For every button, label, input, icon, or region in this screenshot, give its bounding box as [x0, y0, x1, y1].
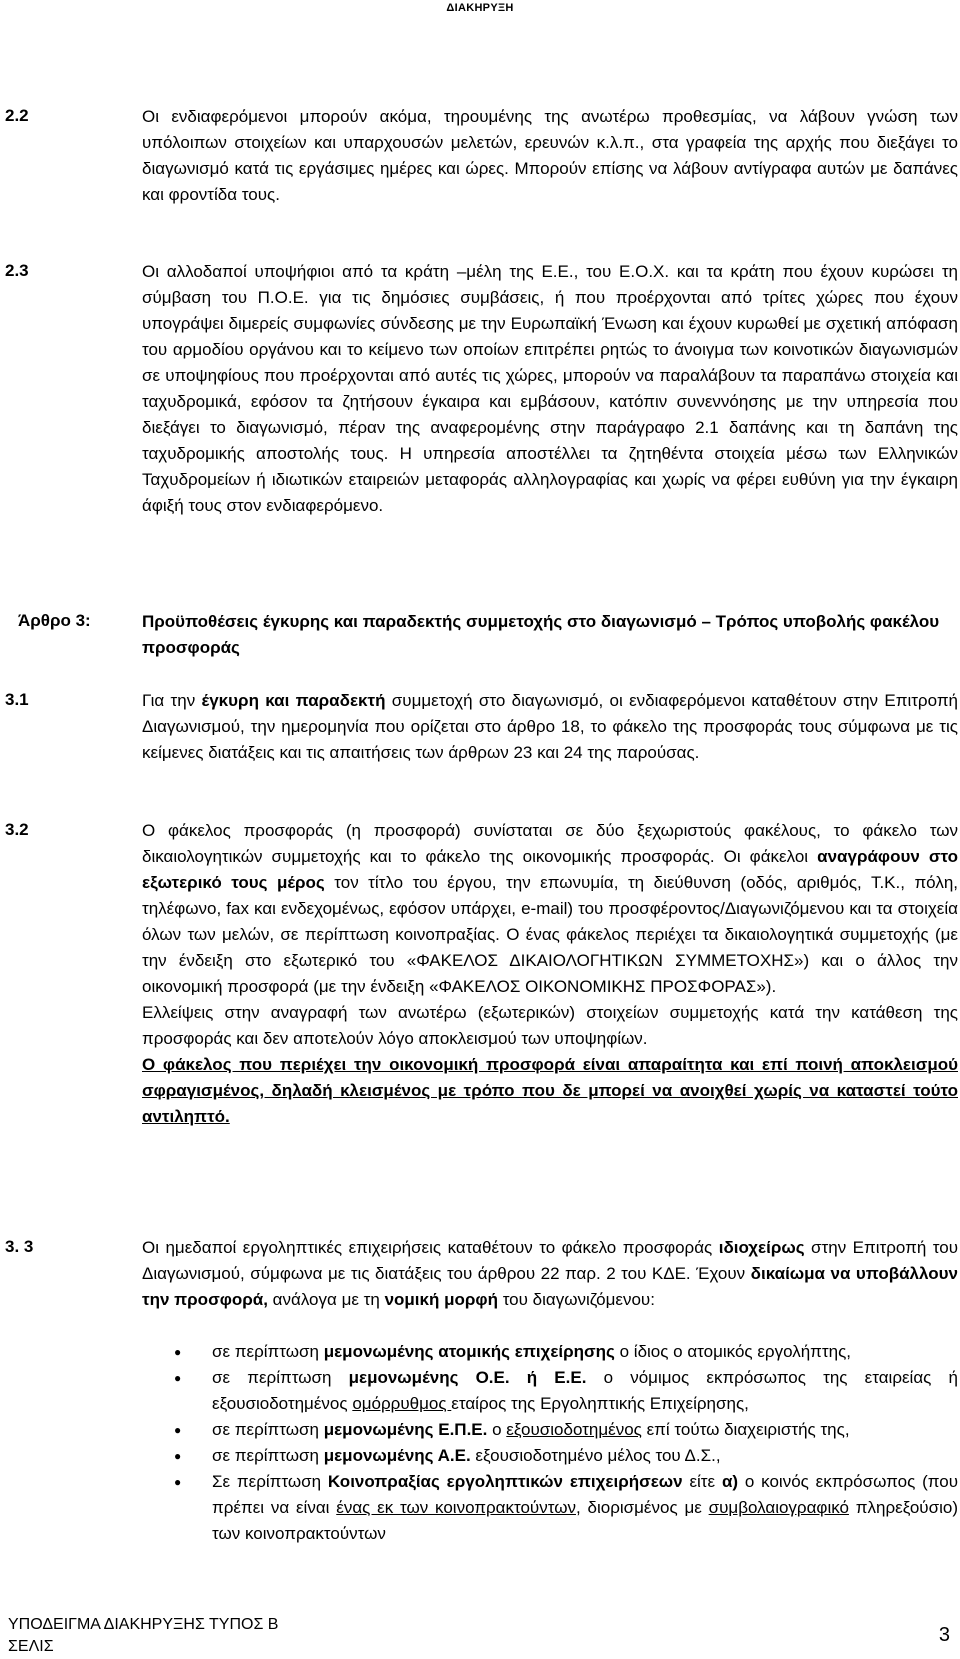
sealed-envelope-notice: Ο φάκελος που περιέχει την οικονομική προσφορά είναι απαραίτητα και επί ποινή αποκλεισμού σφραγισμένος, δηλαδή κλεισμένος με τρόπο που δε μπορεί να ανοιχθεί χωρίς να καταστεί τούτο αντιληπτό. — [142, 1055, 958, 1126]
section-3-1-text: Για την έγκυρη και παραδεκτή συμμετοχή στο διαγωνισμό, οι ενδιαφερόμενοι καταθέτουν στην Επιτροπή Διαγωνισμού, την ημερομηνία που ορίζεται στο άρθρο 18, το φάκελο της προσφοράς τους σύμφωνα με τις κείμενες διατάξεις και τις απαιτήσεις των άρθρων 23 και 24 της παρούσας. — [142, 691, 958, 762]
list-item: ● Σε περίπτωση Κοινοπραξίας εργοληπτικών επιχειρήσεων είτε α) ο κοινός εκπρόσωπος (που πρέπει να είναι ένας εκ των κοινοπρακτούντων, διορισμένος με συμβολαιογραφικό πληρεξούσιο) των κοινοπρακτούντων — [142, 1469, 958, 1547]
section-number: 3.1 — [5, 690, 29, 709]
section-3-3-text — [142, 1235, 958, 1313]
section-3-3-intro: Οι ημεδαποί εργοληπτικές επιχειρήσεις καταθέτουν το φάκελο προσφοράς ιδιοχείρως στην Επιτροπή του Διαγωνισμού, σύμφωνα με τις διατάξεις του άρθρου 22 παρ. 2 του ΚΔΕ. Έχουν δικαίωμα να υποβάλλουν την προσφορά, ανάλογα με τη νομική μορφή του διαγωνιζόμενου: — [142, 1238, 958, 1309]
article-label: Άρθρο 3: — [18, 611, 91, 630]
section-number: 3.2 — [5, 820, 29, 839]
footer-document-title — [8, 1614, 278, 1658]
legal-form-list — [142, 1339, 958, 1547]
list-item: ● σε περίπτωση μεμονωμένης ατομικής επιχείρησης ο ίδιος ο ατομικός εργολήπτης, — [142, 1339, 958, 1365]
section-3-2-omissions: Ελλείψεις στην αναγραφή των ανωτέρω (εξωτερικών) στοιχείων συμμετοχής κατά την κατάθεση της προσφοράς και δεν αποτελούν λόγο αποκλεισμού των υποψηφίων. — [142, 1003, 958, 1048]
section-number: 3. 3 — [5, 1237, 34, 1256]
footer-line: ΣΕΛΙΣ — [8, 1638, 54, 1655]
section-2-3-text: Οι αλλοδαποί υποψήφιοι από τα κράτη –μέλη της Ε.Ε., του Ε.Ο.Χ. και τα κράτη που έχουν κυρώσει τη σύμβαση του Π.Ο.Ε. για τις δημόσιες συμβάσεις, ή που προέρχονται από τρίτες χώρες που έχουν υπογράψει διμερείς συμφωνίες σύνδεσης με την Ευρωπαϊκή Ένωση και έχουν κυρωθεί με σχετική απόφαση του αρμοδίου οργάνου και το κείμενο των οποίων επιτρέπει ρητώς το άνοιγμα των κοινοτικών διαγωνισμών σε υποψηφίους που προέρχονται από αυτές τις χώρες, μπορούν να παραλάβουν τα παραπάνω στοιχεία και ταχυδρομικά, εφόσον τα ζητήσουν έγκαιρα και εμβάσουν, κατόπιν συνεννόησης με την υπηρεσία που διεξάγει το διαγωνισμό, πέραν της αναφερομένης στην παράγραφο 2.1 δαπάνης και τη δαπάνη της ταχυδρομικής αποστολής τους. Η υπηρεσία αποστέλλει τα ζητηθέντα στοιχεία μέσω των Ελληνικών Ταχυδρομείων ή ιδιωτικών εταιρειών μεταφοράς αλληλογραφίας και χωρίς να φέρει ευθύνη για την έγκαιρη άφιξή τους στον ενδιαφερόμενο. — [142, 262, 958, 515]
section-3-2-text — [142, 818, 958, 1130]
section-number: 2.2 — [5, 106, 29, 125]
list-item: ● σε περίπτωση μεμονωμένης Α.Ε. εξουσιοδοτημένο μέλος του Δ.Σ., — [142, 1443, 958, 1469]
page-number: 3 — [938, 1624, 950, 1646]
section-2-2-text: Οι ενδιαφερόμενοι μπορούν ακόμα, τηρουμένης της ανωτέρω προθεσμίας, να λάβουν γνώση των υπόλοιπων στοιχείων και υπαρχουσών μελετών, ερευνών κ.λ.π., στα γραφεία της αρχής που διεξάγει το διαγωνισμό κατά τις εργάσιμες ημέρες και ώρες. Μπορούν επίσης να λάβουν αντίγραφα αυτών με δαπάνες και φροντίδα τους. — [142, 107, 958, 204]
section-3-2-paragraph: Ο φάκελος προσφοράς (η προσφορά) συνίσταται σε δύο ξεχωριστούς φακέλους, το φάκελο των δικαιολογητικών συμμετοχής και το φάκελο της οικονομικής προσφοράς. Οι φάκελοι αναγράφουν στο εξωτερικό τους μέρος τον τίτλο του έργου, την επωνυμία, τη διεύθυνση (οδός, αριθμός, Τ.Κ., πόλη, τηλέφωνο, fax και ενδεχομένως, εφόσον υπάρχει, e-mail) του προσφέροντος/Διαγωνιζόμενου και τα στοιχεία όλων των μελών, σε περίπτωση κοινοπραξίας. Ο ένας φάκελος περιέχει τα δικαιολογητικά συμμετοχής (με την ένδειξη στο εξωτερικό του «ΦΑΚΕΛΟΣ ΔΙΚΑΙΟΛΟΓΗΤΙΚΩΝ ΣΥΜΜΕΤΟΧΗΣ») και ο άλλος την οικονομική προσφορά (με την ένδειξη «ΦΑΚΕΛΟΣ ΟΙΚΟΝΟΜΙΚΗΣ ΠΡΟΣΦΟΡΑΣ»). — [142, 821, 958, 996]
article-title: Προϋποθέσεις έγκυρης και παραδεκτής συμμετοχής στο διαγωνισμό – Τρόπος υποβολής φακέλου προσφοράς — [142, 612, 940, 657]
list-item: ● σε περίπτωση μεμονωμένης Ε.Π.Ε. ο εξουσιοδοτημένος επί τούτω διαχειριστής της, — [142, 1417, 958, 1443]
list-item: ● σε περίπτωση μεμονωμένης Ο.Ε. ή Ε.Ε. ο νόμιμος εκπρόσωπος της εταιρείας ή εξουσιοδοτημένος ομόρρυθμος εταίρος της Εργοληπτικής Επιχείρησης, — [142, 1365, 958, 1417]
document-header: ΔΙΑΚΗΡΥΞΗ — [446, 2, 514, 14]
footer-line: ΥΠΟΔΕΙΓΜΑ ΔΙΑΚΗΡΥΞΗΣ ΤΥΠΟΣ Β — [8, 1616, 279, 1633]
section-number: 2.3 — [5, 261, 29, 280]
